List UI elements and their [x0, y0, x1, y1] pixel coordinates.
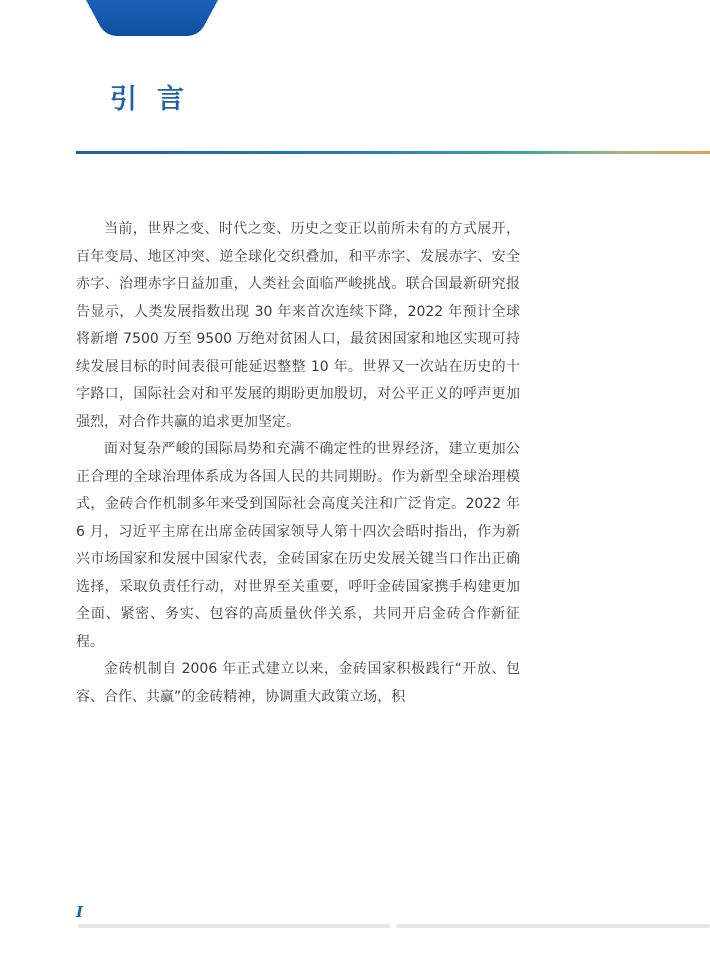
header-tab-shape [86, 0, 218, 36]
page-title: 引言 [110, 84, 204, 115]
body-text [76, 216, 520, 711]
page-number: I [76, 903, 84, 921]
paragraph: 金砖机制自 2006 年正式建立以来，金砖国家积极践行“开放、包容、合作、共赢”的金砖精神，协调重大政策立场，积 [76, 661, 520, 705]
paragraph: 当前，世界之变、时代之变、历史之变正以前所未有的方式展开，百年变局、地区冲突、逆全球化交织叠加，和平赤字、发展赤字、安全赤字、治理赤字日益加重，人类社会面临严峻挑战。联合国最新研究报告显示，人类发展指数出现 30 年来首次连续下降，2022 年预计全球将新增 7500 万至 9500 万绝对贫困人口，最贫困国家和地区实现可持续发展目标的时间表很可能延迟整整 10 年。世界又一次站在历史的十字路口，国际社会对和平发展的期盼更加殷切，对公平正义的呼声更加强烈，对合作共赢的追求更加坚定。 [76, 221, 520, 430]
title-divider [76, 151, 710, 154]
footer-divider-left [78, 924, 390, 928]
paragraph: 面对复杂严峻的国际局势和充满不确定性的世界经济，建立更加公正合理的全球治理体系成为各国人民的共同期盼。作为新型全球治理模式，金砖合作机制多年来受到国际社会高度关注和广泛肯定。2022 年 6 月，习近平主席在出席金砖国家领导人第十四次会晤时指出，作为新兴市场国家和发展中国家代表，金砖国家在历史发展关键当口作出正确选择，采取负责任行动，对世界至关重要，呼吁金砖国家携手构建更加全面、紧密、务实、包容的高质量伙伴关系，共同开启金砖合作新征程。 [76, 441, 520, 650]
footer-divider-right [396, 924, 710, 928]
